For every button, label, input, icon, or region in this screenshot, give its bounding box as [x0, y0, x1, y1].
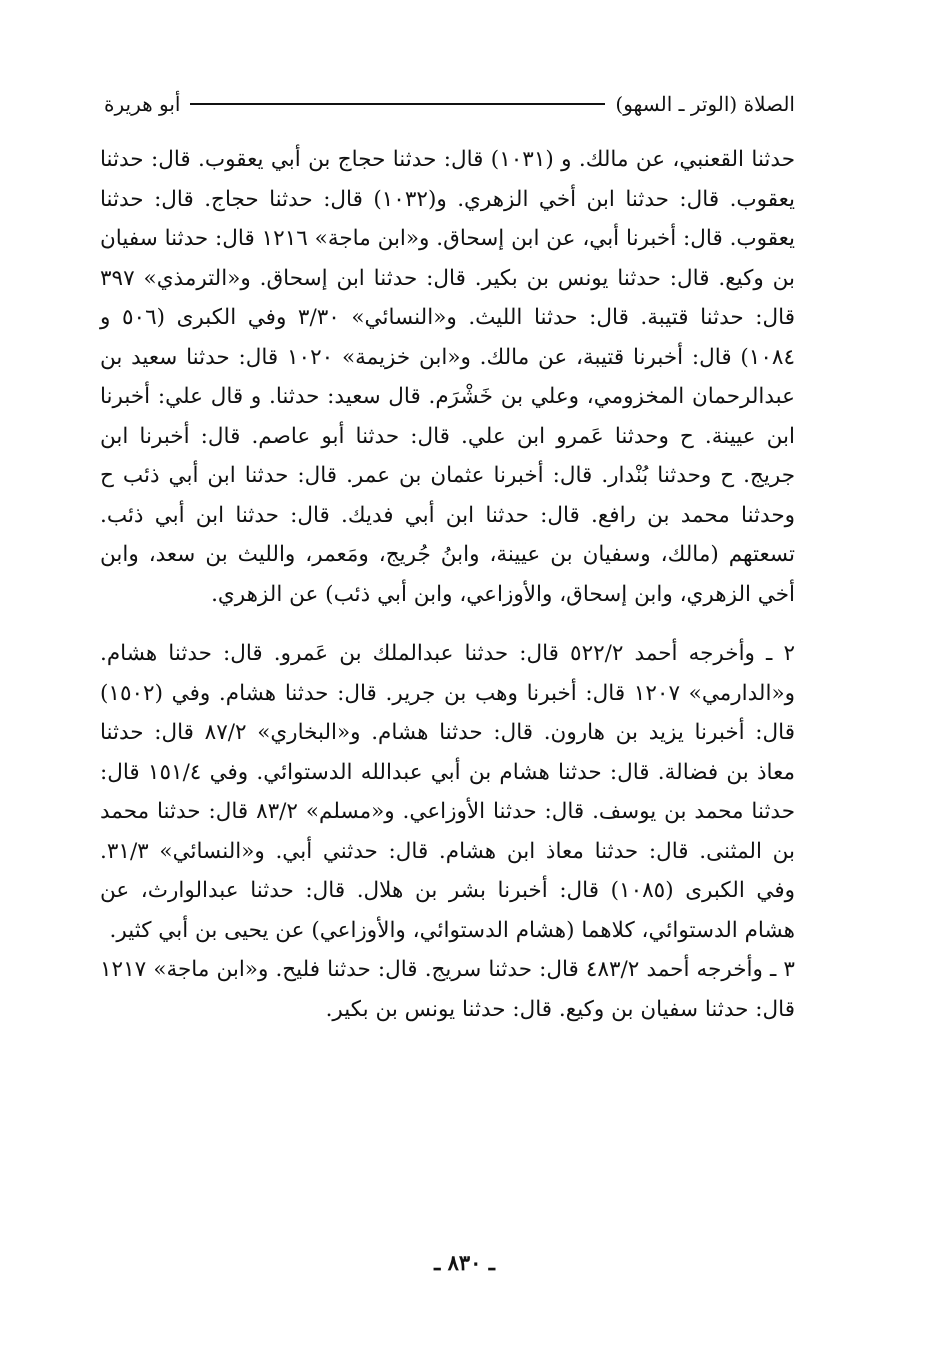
running-header [104, 88, 795, 120]
chapter-title: الصلاة (الوتر ـ السهو) [615, 92, 795, 116]
page-number: ـ ٨٣٠ ـ [434, 1250, 495, 1275]
header-rule [190, 103, 605, 105]
main-text [100, 140, 795, 1029]
paragraph-3: ٣ ـ وأخرجه أحمد ٤٨٣/٢ قال: حدثنا سريج. قال: حدثنا فليح. و«ابن ماجة» ١٢١٧ قال: حدثنا سفيان بن وكيع. قال: حدثنا يونس بن بكير. [100, 957, 795, 1022]
paragraph-2: ٢ ـ وأخرجه أحمد ٥٢٢/٢ قال: حدثنا عبدالملك بن عَمرو. قال: حدثنا هشام. و«الدارمي» ١٢٠٧ قال: أخبرنا وهب بن جرير. قال: حدثنا هشام. وفي (١٥٠٢) قال: أخبرنا يزيد بن هارون. قال: حدثنا هشام. و«البخاري» ٨٧/٢ قال: حدثنا معاذ بن فضالة. قال: حدثنا هشام بن أبي عبدالله الدستوائي. وفي ١٥١/٤ قال: حدثنا محمد بن يوسف. قال: حدثنا الأوزاعي. و«مسلم» ٨٣/٢ قال: حدثنا محمد بن المثنى. قال: حدثنا معاذ ابن هشام. قال: حدثني أبي. و«النسائي» ٣١/٣. وفي الكبرى (١٠٨٥) قال: أخبرنا بشر بن هلال. قال: حدثنا عبدالوارث، عن هشام الدستوائي، كلاهما (هشام الدستوائي، والأوزاعي) عن يحيى بن أبي كثير. [100, 641, 796, 943]
narrator-title: أبو هريرة [104, 92, 181, 116]
paragraph-1: حدثنا القعنبي، عن مالك. و (١٠٣١) قال: حدثنا حجاج بن أبي يعقوب. قال: حدثنا يعقوب. قال: حدثنا ابن أخي الزهري. و(١٠٣٢) قال: حدثنا حجاج. قال: حدثنا يعقوب. قال: أخبرنا أبي، عن ابن إسحاق. و«ابن ماجة» ١٢١٦ قال: حدثنا سفيان بن وكيع. قال: حدثنا يونس بن بكير. قال: حدثنا ابن إسحاق. و«الترمذي» ٣٩٧ قال: حدثنا قتيبة. قال: حدثنا الليث. و«النسائي» ٣/٣٠ وفي الكبرى (٥٠٦ و ١٠٨٤) قال: أخبرنا قتيبة، عن مالك. و«ابن خزيمة» ١٠٢٠ قال: حدثنا سعيد بن عبدالرحمان المخزومي، وعلي بن خَشْرَم. قال سعيد: حدثنا. و قال علي: أخبرنا ابن عيينة. ح وحدثنا عَمرو ابن علي. قال: حدثنا أبو عاصم. قال: أخبرنا ابن جريج. ح وحدثنا بُنْدار. قال: أخبرنا عثمان بن عمر. قال: حدثنا ابن أبي ذئب ح وحدثنا محمد بن رافع. قال: حدثنا ابن أبي فديك. قال: حدثنا ابن أبي ذئب. تسعتهم (مالك، وسفيان بن عيينة، وابنُ جُريج، ومَعمر، والليث بن سعد، وابن أخي الزهري، وابن إسحاق، والأوزاعي، وابن أبي ذئب) عن الزهري. [100, 147, 796, 607]
